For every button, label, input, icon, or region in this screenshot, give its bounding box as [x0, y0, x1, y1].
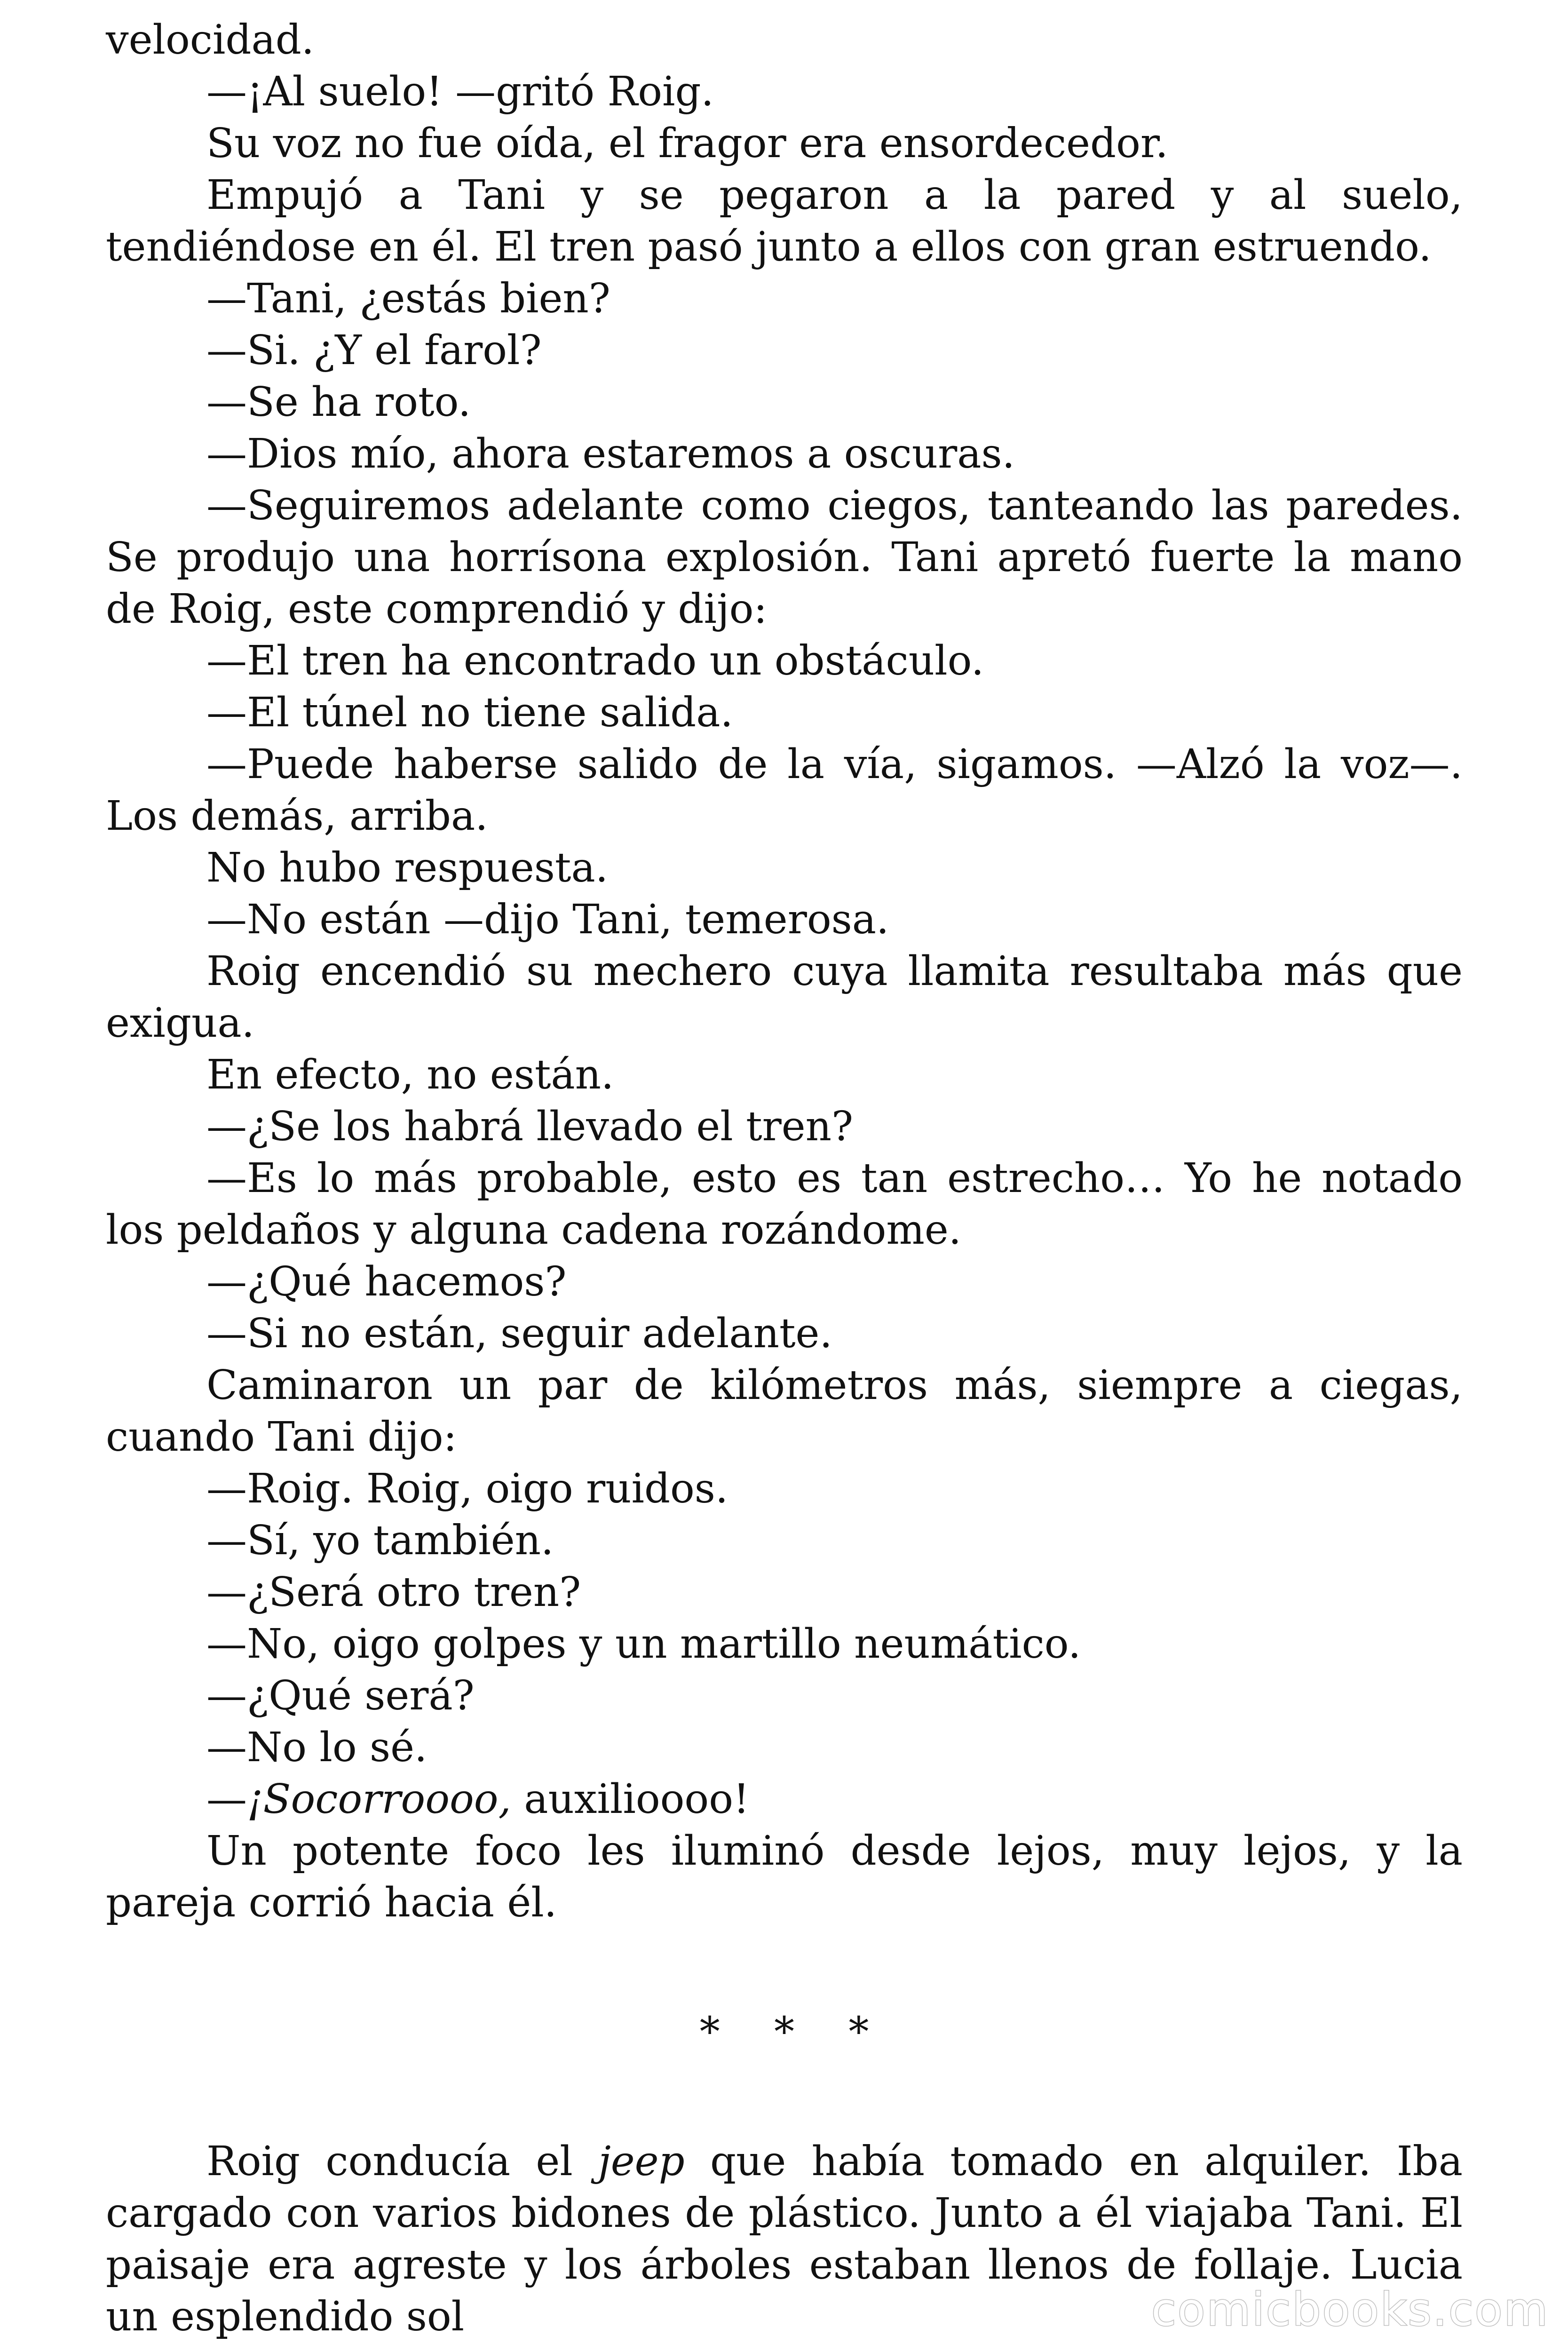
paragraph: No hubo respuesta.: [206, 844, 609, 891]
paragraph: —Puede haberse salido de la vía, sigamos. —Alzó la voz—. Los demás, arriba.: [106, 741, 1463, 840]
paragraph: —Sí, yo también.: [206, 1517, 554, 1564]
paragraph: Caminaron un par de kilómetros más, siempre a ciegas, cuando Tani dijo:: [106, 1362, 1463, 1461]
paragraph: —No, oigo golpes y un martillo neumático.: [206, 1621, 1081, 1668]
paragraph-new-section: Roig conducía el jeep que había tomado en alquiler. Iba cargado con varios bidones de plástico. Junto a él viajaba Tani. El paisaje era agreste y los árboles estaban llenos de follaje. Lucia un esplendido sol: [106, 2138, 1463, 2340]
italic-word: jeep: [598, 2138, 685, 2185]
paragraph: —Se ha roto.: [206, 379, 471, 426]
section-separator: * * *: [699, 2009, 890, 2056]
paragraph: Roig encendió su mechero cuya llamita resultaba más que exigua.: [106, 948, 1463, 1047]
paragraph-italic-cry: —¡Socorroooo, auxilioooo!: [206, 1776, 750, 1823]
paragraph: —¿Qué hacemos?: [206, 1258, 567, 1305]
paragraph: Empujó a Tani y se pegaron a la pared y al suelo, tendiéndose en él. El tren pasó junto a ellos con gran estruendo.: [106, 172, 1463, 270]
paragraph: —¿Qué será?: [206, 1672, 475, 1719]
paragraph: —No lo sé.: [206, 1724, 428, 1771]
paragraph: —Tani, ¿estás bien?: [206, 275, 610, 322]
paragraph: —Dios mío, ahora estaremos a oscuras.: [206, 430, 1015, 477]
paragraph: En efecto, no están.: [206, 1051, 614, 1098]
paragraph: —El túnel no tiene salida.: [206, 689, 733, 736]
watermark-logo: comicbooks.com: [1151, 2283, 1549, 2336]
paragraph-continuation: velocidad.: [106, 16, 315, 64]
paragraph: —Si. ¿Y el farol?: [206, 327, 542, 374]
paragraph: —No están —dijo Tani, temerosa.: [206, 896, 889, 943]
paragraph: —¿Será otro tren?: [206, 1569, 581, 1616]
dialogue-paragraphs: [106, 66, 1463, 1773]
body-text: [106, 14, 1463, 2343]
paragraph: —Si no están, seguir adelante.: [206, 1310, 832, 1357]
paragraph: —Es lo más probable, esto es tan estrecho… Yo he notado los peldaños y alguna cadena rozándome.: [106, 1155, 1463, 1254]
italic-text: ¡Socorroooo,: [247, 1776, 511, 1823]
paragraph: —¡Al suelo! —gritó Roig.: [206, 68, 714, 115]
paragraph: —Seguiremos adelante como ciegos, tanteando las paredes. Se produjo una horrísona explosión. Tani apretó fuerte la mano de Roig, este comprendió y dijo:: [106, 482, 1463, 633]
paragraph: —¿Se los habrá llevado el tren?: [206, 1103, 854, 1150]
paragraph: Su voz no fue oída, el fragor era ensordecedor.: [206, 120, 1168, 167]
paragraph: —El tren ha encontrado un obstáculo.: [206, 637, 984, 684]
paragraph: Un potente foco les iluminó desde lejos, muy lejos, y la pareja corrió hacia él.: [106, 1828, 1463, 1926]
paragraph: —Roig. Roig, oigo ruidos.: [206, 1465, 729, 1512]
